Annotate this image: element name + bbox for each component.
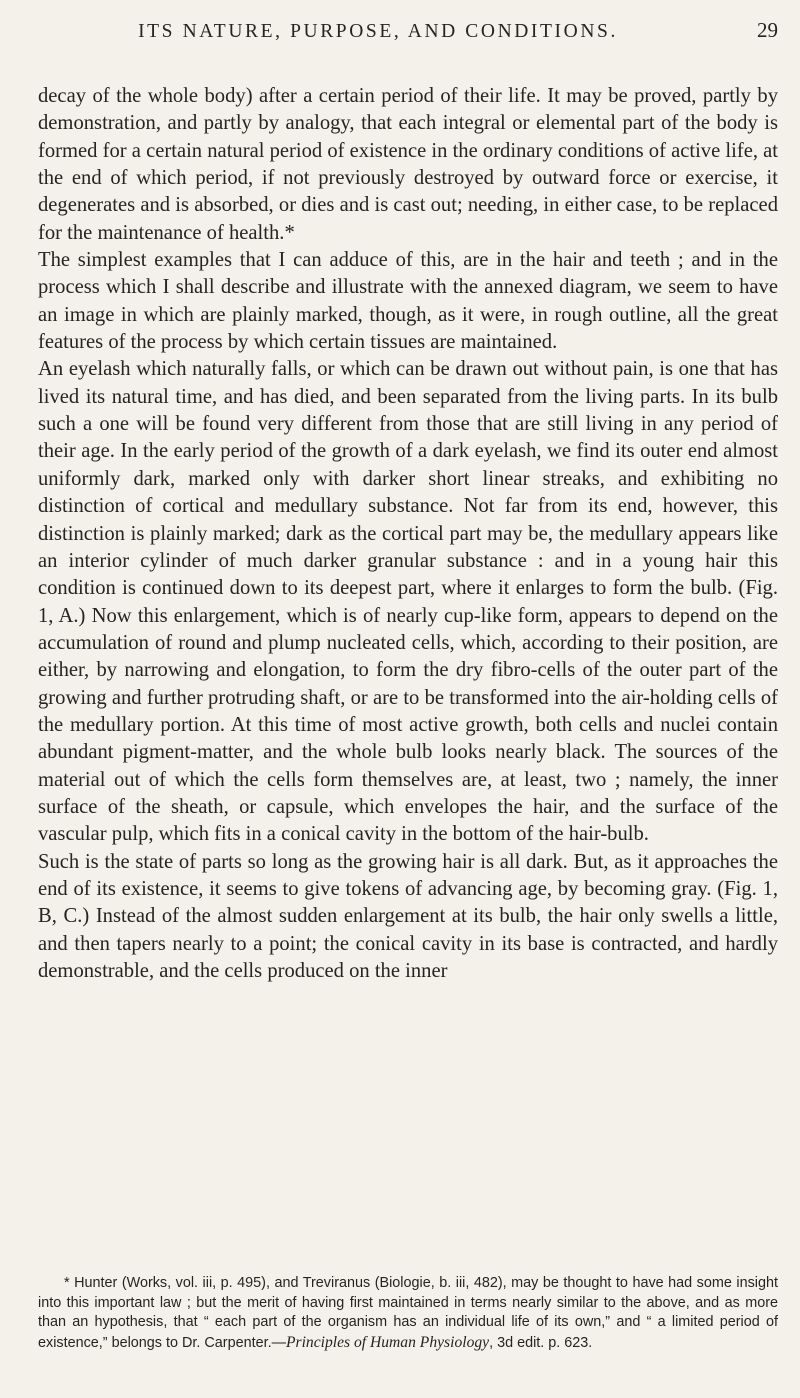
footnote-edition: , 3d edit. p. 623. — [489, 1334, 593, 1351]
running-header — [38, 0, 778, 54]
footnote-text: * Hunter (Works, vol. iii, p. 495), and Treviranus (Biologie, b. iii, 482), may be thought to have had some insight into this important law ; but the merit of having first maintained in terms nearly similar to the above, and as more than an hypothesis, that “ each part of the organism has an individual life of its own,” and “ a limited period of existence,” belongs to Dr. Carpenter.— — [38, 1275, 778, 1351]
paragraph-continuation: decay of the whole body) after a certain period of their life. It may be proved, partly by demonstration, and partly by analogy, that each integral or elemental part of the body is formed for a certain natural period of existence in the ordinary conditions of active life, at the end of which period, if not previously destroyed by outward force or exercise, it degenerates and is absorbed, or dies and is cast out; needing, in either case, to be replaced for the maintenance of health.* — [38, 85, 778, 244]
paragraph-eyelash: An eyelash which naturally falls, or which can be drawn out without pain, is one that has lived its natural time, and has died, and been separated from the living parts. In its bulb such a one will be found very different from those that are still living in any period of their age. In the early period of the growth of a dark eyelash, we find its outer end almost uniformly dark, marked only with darker short linear streaks, and exhibiting no distinction of cortical and medullary substance. Not far from its end, however, this distinction is plainly marked; dark as the cortical part may be, the medullary appears like an interior cylinder of much darker granular substance : and in a young hair this condition is continued down to its deepest part, where it enlarges to form the bulb. (Fig. 1, A.) Now this enlargement, which is of nearly cup-like form, appears to depend on the accumulation of round and plump nucleated cells, which, according to their position, are either, by narrowing and elongation, to form the dry fibro-cells of the outer part of the growing and further protruding shaft, or are to be transformed into the air-holding cells of the medullary portion. At this time of most active growth, both cells and nuclei contain abundant pigment-matter, and the whole bulb looks nearly black. The sources of the material out of which the cells form themselves are, at least, two ; namely, the inner surface of the sheath, or capsule, which envelopes the hair, and the surface of the vascular pulp, which fits in a conical cavity in the bottom of the hair-bulb. — [38, 358, 778, 846]
paragraph-simplest-examples: The simplest examples that I can adduce of this, are in the hair and teeth ; and in the process which I shall describe and illustrate with the annexed diagram, we seem to have an image in which are plainly marked, though, as it were, in rough outline, all the great features of the process by which certain tissues are maintained. — [38, 249, 778, 354]
footnote-book-title: Principles of Human Physiology — [285, 1333, 490, 1351]
body-text — [38, 83, 778, 985]
paragraph-growing-hair: Such is the state of parts so long as the growing hair is all dark. But, as it approaches the end of its existence, it seems to give tokens of advancing age, by becoming gray. (Fig. 1, B, C.) Instead of the almost sudden enlargement at its bulb, the hair only swells a little, and then tapers nearly to a point; the conical cavity in its base is contracted, and hardly demonstrable, and the cells produced on the inner — [38, 850, 778, 982]
page-number: 29 — [757, 18, 778, 42]
footnote — [38, 1274, 778, 1353]
running-title: ITS NATURE, PURPOSE, AND CONDITIONS. — [138, 21, 618, 42]
